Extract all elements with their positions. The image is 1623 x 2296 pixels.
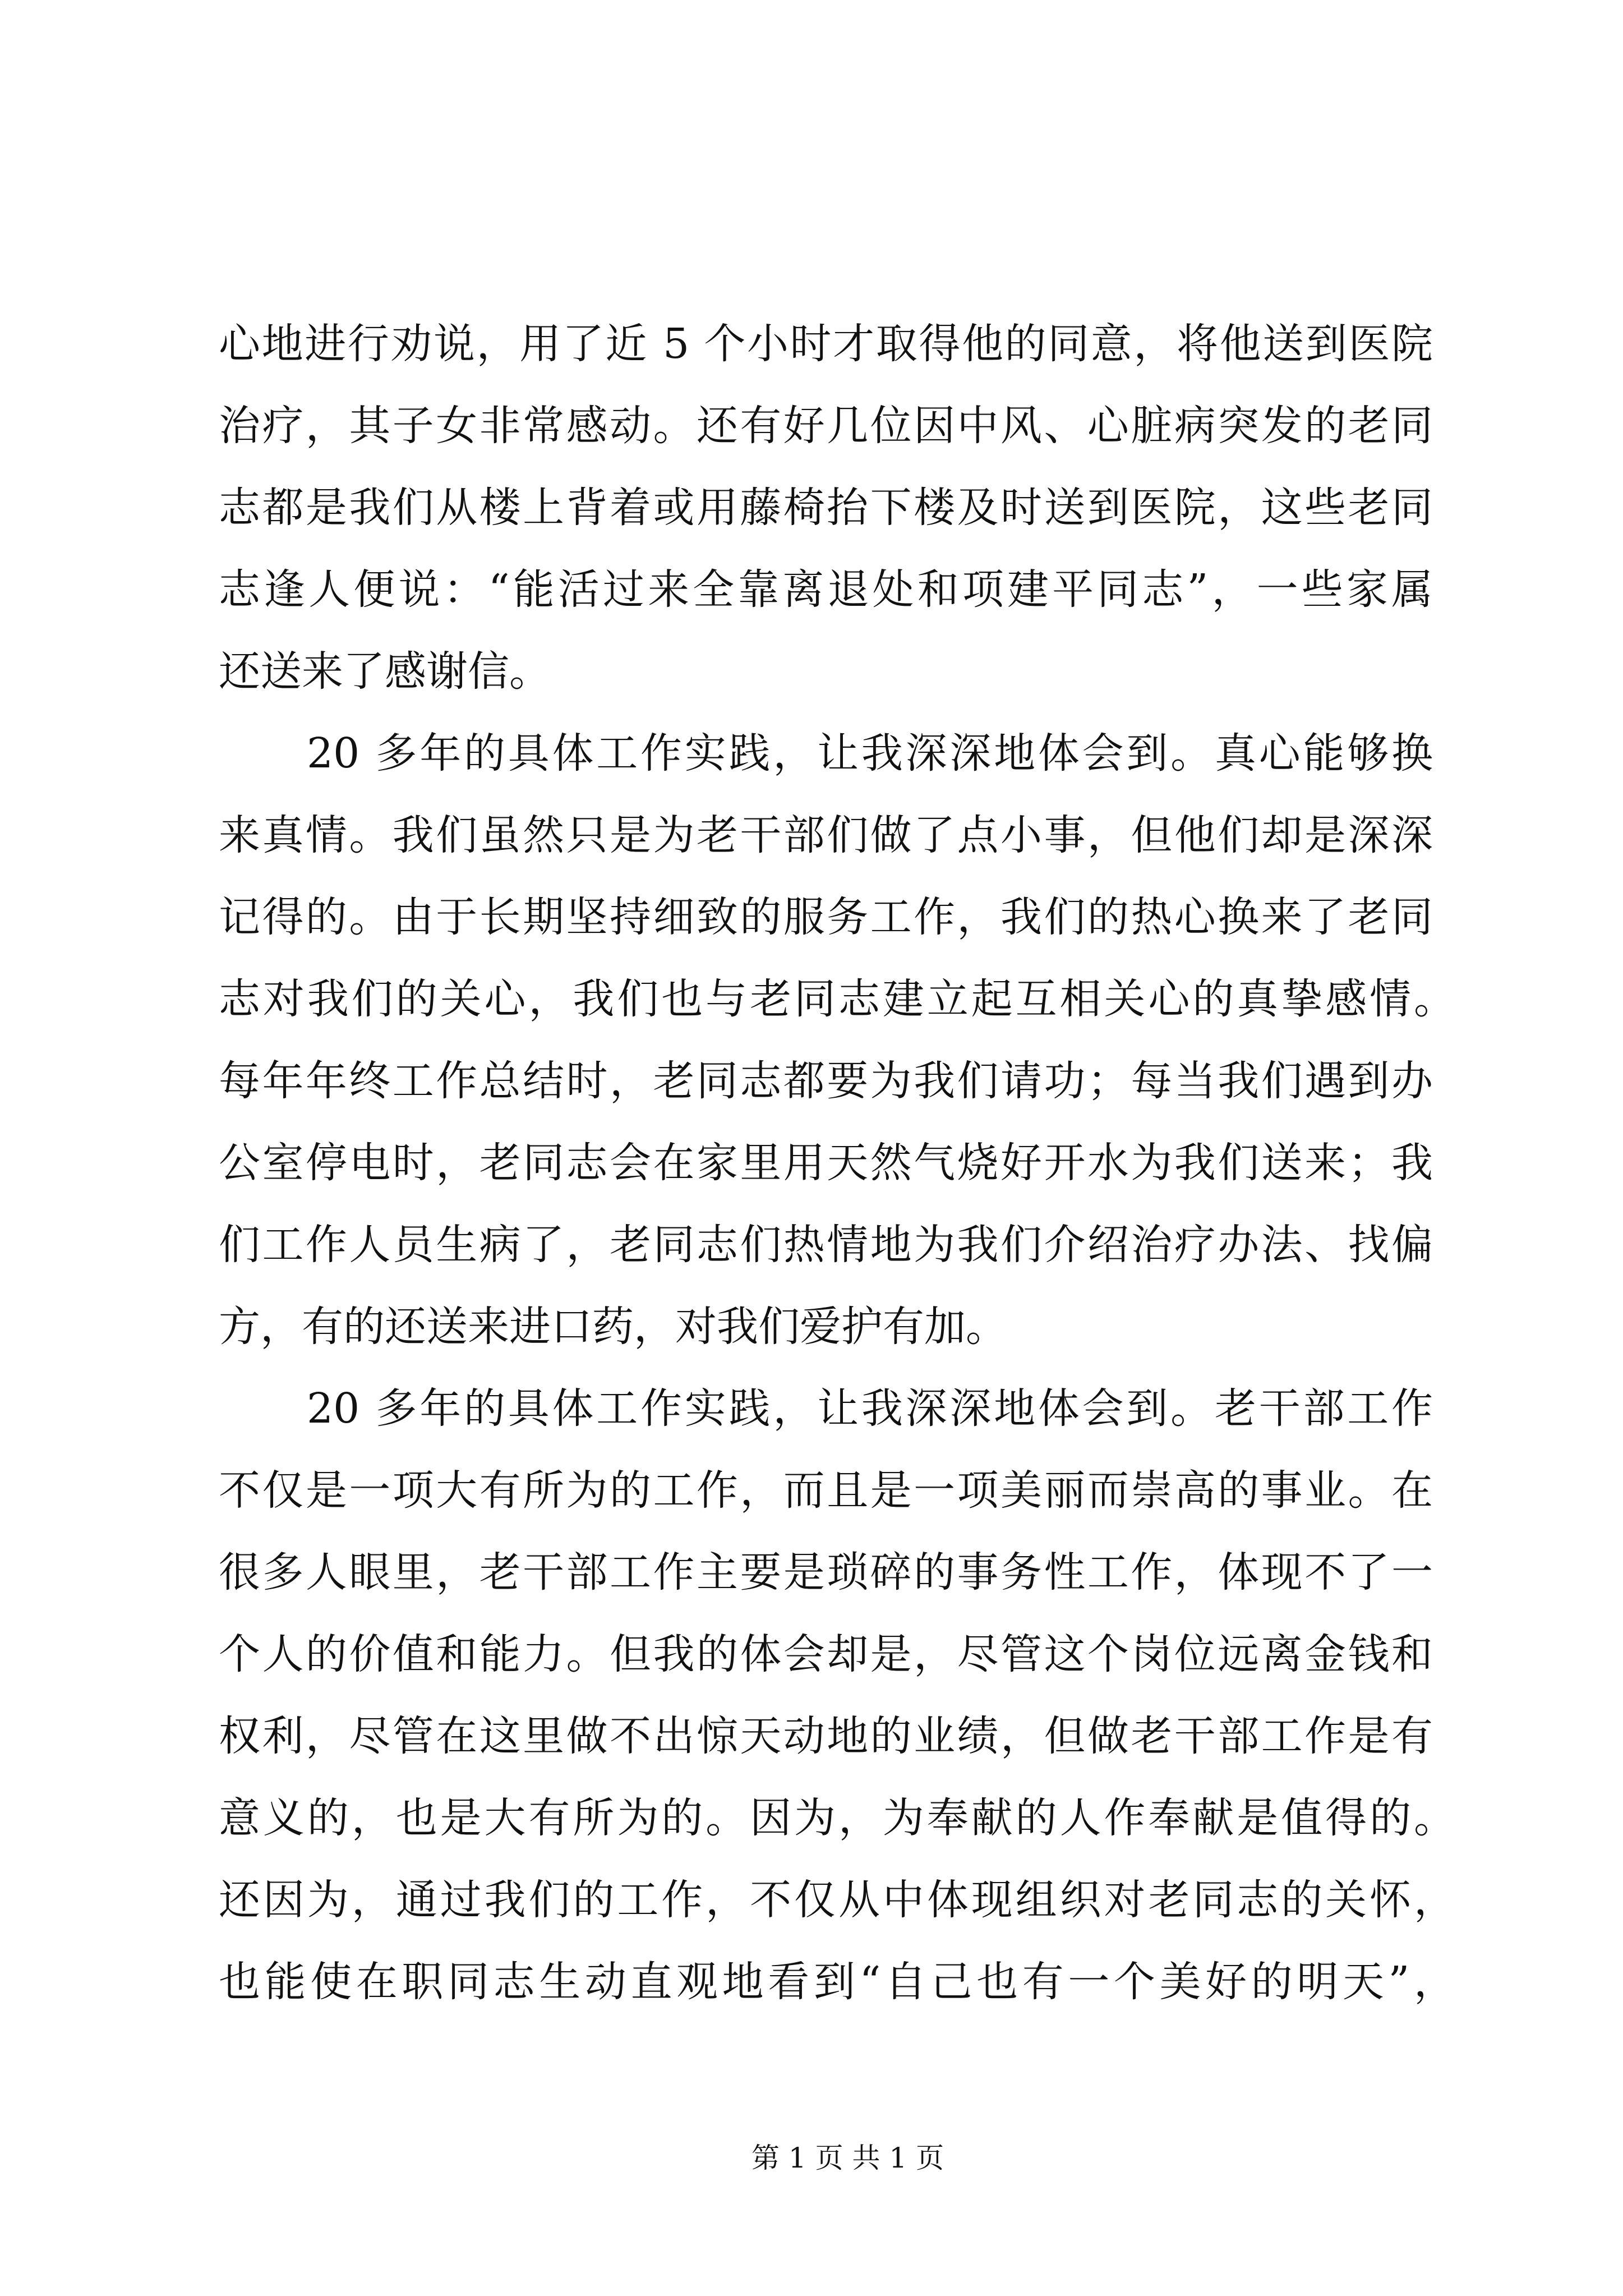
- text-line: 意义的，也是大有所为的。因为，为奉献的人作奉献是值得的。: [219, 1794, 1455, 1842]
- text-line: 方，有的还送来进口药，对我们爱护有加。: [219, 1303, 1007, 1351]
- text-line: 20 多年的具体工作实践，让我深深地体会到。老干部工作: [307, 1384, 1433, 1433]
- text-line: 们工作人员生病了，老同志们热情地为我们介绍治疗办法、找偏: [219, 1221, 1433, 1269]
- text-line: 记得的。由于长期坚持细致的服务工作，我们的热心换来了老同: [219, 893, 1433, 941]
- text-line: 也能使在职同志生动直观地看到“自己也有一个美好的明天”，: [219, 1958, 1455, 2006]
- text-line: 20 多年的具体工作实践，让我深深地体会到。真心能够换: [307, 729, 1433, 777]
- text-line: 很多人眼里，老干部工作主要是琐碎的事务性工作，体现不了一: [219, 1548, 1433, 1596]
- text-line: 治疗，其子女非常感动。还有好几位因中风、心脏病突发的老同: [219, 402, 1433, 450]
- body-text: [219, 303, 1458, 2023]
- paragraph-1: [219, 303, 1458, 712]
- text-line: 心地进行劝说，用了近 5 个小时才取得他的同意，将他送到医院: [219, 320, 1433, 368]
- text-line: 志对我们的关心，我们也与老同志建立起互相关心的真挚感情。: [219, 975, 1455, 1023]
- text-line: 志都是我们从楼上背着或用藤椅抬下楼及时送到医院，这些老同: [219, 484, 1433, 532]
- page-number-footer: 第 1 页 共 1 页: [751, 2142, 944, 2174]
- text-line: 权利，尽管在这里做不出惊天动地的业绩，但做老干部工作是有: [219, 1712, 1433, 1760]
- text-line: 还送来了感谢信。: [219, 647, 551, 696]
- text-line: 个人的价值和能力。但我的体会却是，尽管这个岗位远离金钱和: [219, 1630, 1433, 1678]
- text-line: 来真情。我们虽然只是为老干部们做了点小事，但他们却是深深: [219, 811, 1433, 859]
- text-line: 志逢人便说：“能活过来全靠离退处和项建平同志”，一些家属: [219, 565, 1433, 614]
- paragraph-2: [219, 712, 1458, 1368]
- text-line: 公室停电时，老同志会在家里用天然气烧好开水为我们送来；我: [219, 1139, 1433, 1187]
- text-line: 每年年终工作总结时，老同志都要为我们请功；每当我们遇到办: [219, 1057, 1433, 1105]
- text-line: 还因为，通过我们的工作，不仅从中体现组织对老同志的关怀，: [219, 1876, 1455, 1924]
- text-line: 不仅是一项大有所为的工作，而且是一项美丽而崇高的事业。在: [219, 1466, 1433, 1515]
- paragraph-3: [219, 1368, 1458, 2023]
